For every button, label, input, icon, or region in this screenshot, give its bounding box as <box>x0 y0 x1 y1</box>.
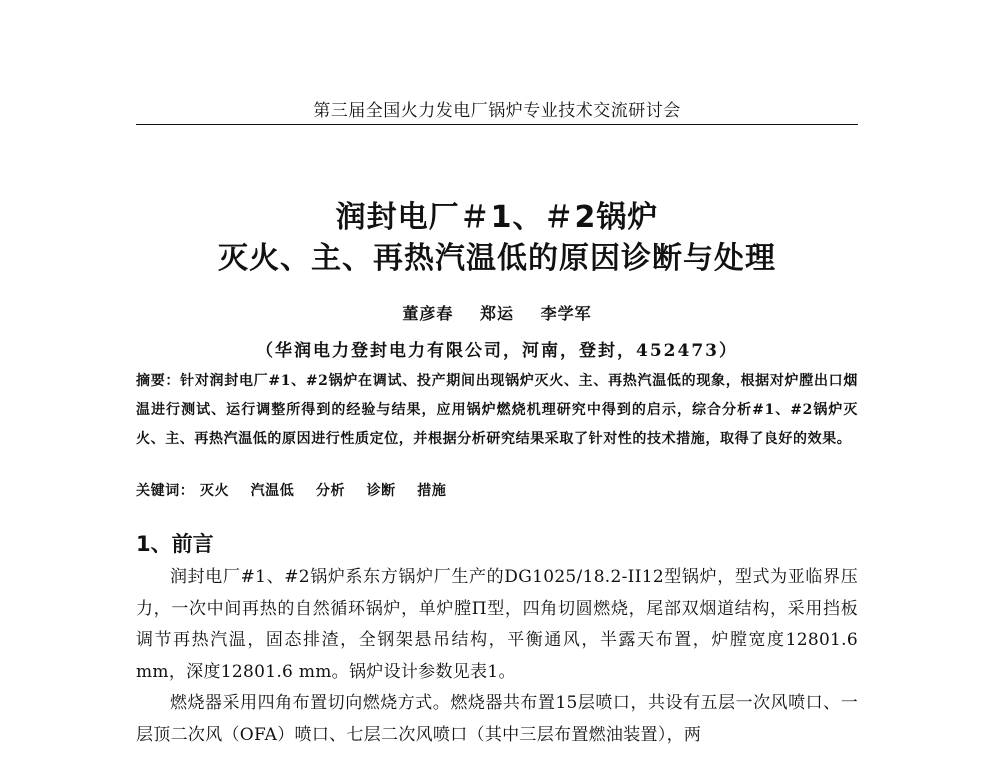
author-name: 董彦春 <box>402 304 454 323</box>
keywords <box>136 480 858 500</box>
keywords-label: 关键词： <box>136 483 195 499</box>
header-rule <box>136 124 858 125</box>
section-heading: 1、前言 <box>136 532 214 556</box>
paper-title-line-2: 灭火、主、再热汽温低的原因诊断与处理 <box>218 241 776 276</box>
keyword: 措施 <box>417 483 447 499</box>
abstract-text: 针对润封电厂#1、#2锅炉在调试、投产期间出现锅炉灭火、主、再热汽温低的现象，根据对炉膛出口烟温进行测试、运行调整所得到的经验与结果，应用锅炉燃烧机理研究中得到的启示，综合分析#1、#2锅炉灭火、主、再热汽温低的原因进行性质定位，并根据分析研究结果采取了针对性的技术措施，取得了良好的效果。 <box>136 373 858 447</box>
paragraph-text: 润封电厂#1、#2锅炉系东方锅炉厂生产的DG1025/18.2-II12型锅炉，型式为亚临界压力，一次中间再热的自然循环锅炉，单炉膛Π型，四角切圆燃烧，尾部双烟道结构，采用挡板调节再热汽温，固态排渣，全钢架悬吊结构，平衡通风，半露天布置，炉膛宽度12801.6 mm，深度12801.6 mm。锅炉设计参数见表1。 <box>136 567 858 682</box>
body-paragraph-2 <box>136 688 858 751</box>
keyword: 汽温低 <box>250 483 295 499</box>
paper-title-line-1: 润封电厂＃1、＃2锅炉 <box>335 200 659 235</box>
paragraph-text: 燃烧器采用四角布置切向燃烧方式。燃烧器共布置15层喷口，共设有五层一次风喷口、一层顶二次风（OFA）喷口、七层二次风喷口（其中三层布置燃油装置），两 <box>136 693 858 745</box>
body-paragraph-1 <box>136 562 858 688</box>
author-list <box>136 301 858 324</box>
abstract <box>136 367 858 454</box>
running-header: 第三届全国火力发电厂锅炉专业技术交流研讨会 <box>313 101 681 121</box>
author-name: 李学军 <box>540 304 592 323</box>
affiliation: （华润电力登封电力有限公司，河南，登封，452473） <box>256 341 738 361</box>
author-name: 郑运 <box>479 304 514 323</box>
keyword: 诊断 <box>366 483 396 499</box>
abstract-label: 摘要： <box>136 373 181 389</box>
keyword: 分析 <box>315 483 346 499</box>
keyword: 灭火 <box>199 483 230 499</box>
